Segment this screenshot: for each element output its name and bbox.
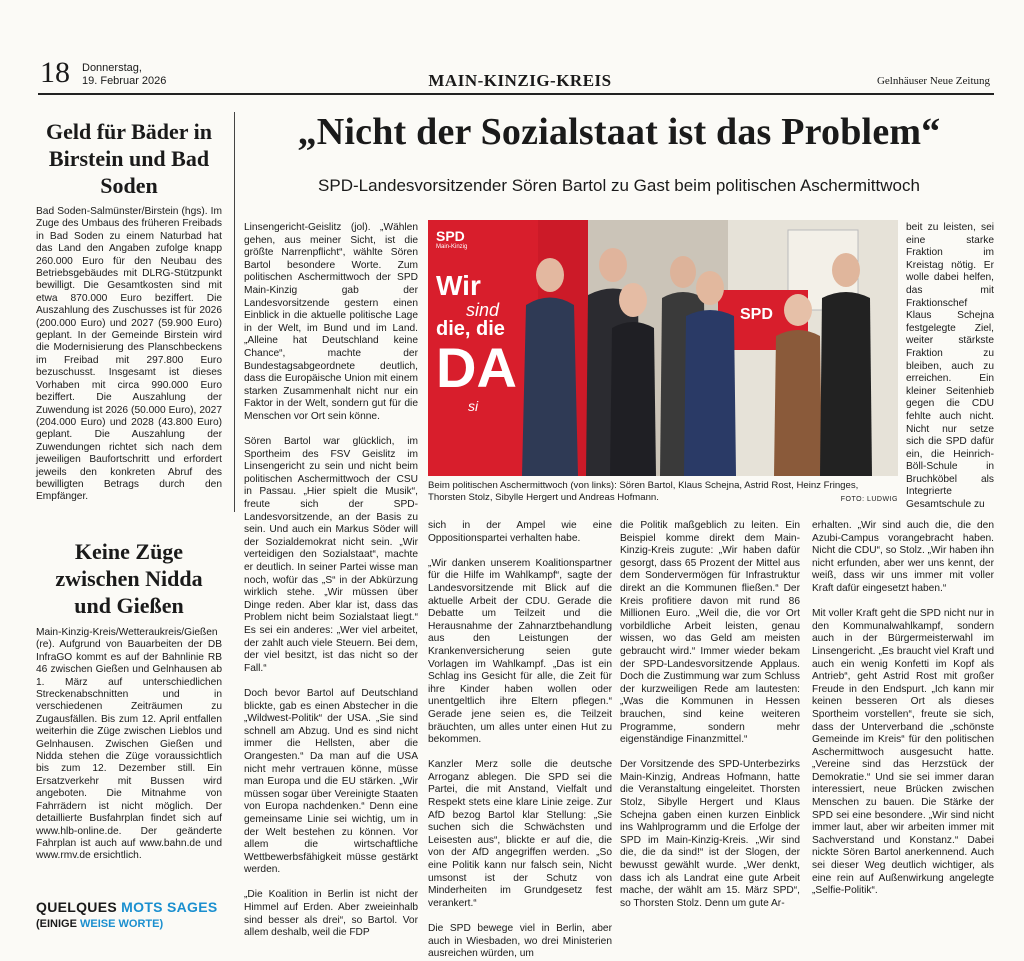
sidebar-headline-baeder: Geld für Bäder in Birstein und Bad Soden (45, 119, 213, 198)
banner-text-die: die, die (436, 318, 505, 340)
main-subheadline: SPD-Landesvorsitzender Sören Bartol zu Gast beim politischen Aschermittwoch (318, 176, 920, 195)
quote-box-title-a: QUELQUES (36, 899, 117, 915)
page-number: 18 (40, 56, 70, 89)
issue-date (82, 62, 166, 88)
banner-text-sind: sind (466, 300, 500, 320)
article-column-4-bottom: erhalten. „Wir sind auch die, die den Azubi-Campus vorangebracht haben. Nicht die CDU“, so Stolz. „Wir haben ihn nicht erfunden, aber wer uns kennt, der weiß, dass wir uns immer mit voller Kraft dafür eingesetzt haben.“ Mit voller Kraft geht die SPD nicht nur in den Kommunalwahlkampf, sondern auch in der Bürgermeisterwahl im Linsengericht. „Es braucht viel Kraft und auch ein wenig Konfetti im Kopf als Antrieb“, geht Astrid Rost mit großer Freude in den Endspurt. „Ich kann mir keinen besseren Ort als dieses Sportheim vorstellen“, freute sie sich, dass der Unterverband die „schönste Gemeinde im Kreis“ für den politischen Aschermittwoch ausgesucht hatte. „Vereine sind das Herzstück der Demokratie.“ Und sie sei immer daran interessiert, neue Brücken zwischen Menschen zu bauen. Die Stärke der SPD sei eine besondere. „Wir sind nicht immer laut, aber wir arbeiten immer mit Sachverstand und Konstanz.“ Dabei nickte Sören Bartol anerkennend. Auch sei dieser Weg deutlich wichtiger, als eine rein auf Außenwirkung angelegte „Selfie-Politik“. (812, 520, 994, 897)
article-column-4-top: beit zu leisten, sei eine starke Fraktion im Kreistag nötig. Er wolle dabei helfen, das mit Fraktionschef Klaus Schejna festgelegte Ziel, weiter stärkste Fraktion zu bleiben, auch zu erreichen. Ein kleiner Seitenhieb gegen die CDU fehlte auch nicht. Nicht nur setze sich die SPD dafür ein, die Heinrich-Böll-Schule in Bruchköbel als Integrierte Gesamtschule zu (906, 222, 994, 511)
quote-box-sub-b: WEISE WORTE) (80, 918, 164, 930)
banner-spd-logo: SPD (436, 228, 465, 244)
quote-box-subtitle (36, 918, 163, 931)
article-column-3: die Politik maßgeblich zu leiten. Ein Beispiel komme direkt dem Main-Kinzig-Kreis zugute: „Wir haben dafür gesorgt, dass 65 Prozent der Mittel aus dem Sondervermögen für Infrastruktur direkt an die Kommunen fließen.“ Der Kreis profitiere davon mit rund 86 Millionen Euro. „Weil die, die vor Ort vorbildliche Arbeit leisten, genau wissen, wo das Geld am meisten gebraucht wird.“ Immer wieder bekam der SPD-Landesvorsitzende Applaus. Doch die Zustimmung war zum Schluss der kurzweiligen Rede am lautesten: „Was die Kommunen in Hessen brauchen, sind keine weiteren Programme, sondern mehr eigenständige Finanzmittel.“ Der Vorsitzende des SPD-Unterbezirks Main-Kinzig, Andreas Hofmann, hatte die Veranstaltung eingeleitet. Thorsten Stolz, Sibylle Hergert und Klaus Schejna gaben einen kurzen Einblick ins Wahlprogramm und die Erfolge der SPD im Main-Kinzig-Kreis. „Wir sind die, die da sind!“ ist der Slogen, der bewusst gewählt wurde. „Wer denkt, dass ich als Landrat eine gute Arbeit mache, der wählt am 15. März SPD“, so Thorsten Stolz. Denn um gute Ar- (620, 520, 800, 909)
section-title: MAIN-KINZIG-KREIS (428, 71, 612, 90)
header-rule (38, 93, 994, 95)
column-divider (234, 112, 235, 512)
sidebar-article-baeder: Bad Soden-Salmünster/Birstein (hgs). Im Zuge des Umbaus des früheren Freibads in Bad Soden zu einem Naturbad hat das Land den Angaben zufolge knapp 260.000 Euro für den Neubau des Betriebsgebäudes mit DLRG-Stützpunkt bewilligt. Die Gesamtkosten sind mit etwa 870.000 Euro beziffert. Die Auszahlung des Zuschusses ist für 2026 (200.000 Euro) und 2027 (59.900 Euro) geplant. In der Gemeinde Birstein wird die Modernisierung des Planschbeckens im Freibad mit 297.800 Euro bezuschusst. Insgesamt ist dieses Vorhaben mit circa 990.000 Euro beziffert. Die Auszahlung der Zuwendung ist 2026 (50.000 Euro), 2027 (204.000 Euro) und 2028 (43.800 Euro) geplant. Die Auszahlung der Zuwendungen richtet sich nach dem jeweiligen Baufortschritt und erfordert jeweils den konkreten Abruf des bewilligten Betrags durch den Empfänger. (36, 206, 222, 503)
banner-spd-right: SPD (740, 306, 773, 323)
banner-text-si: si (468, 398, 479, 414)
issue-day: Donnerstag, (82, 62, 142, 74)
sidebar-headline-zuege: Keine Züge zwischen Nidda und Gießen (55, 539, 203, 618)
photo-caption-text: Beim politischen Aschermittwoch (von links): Sören Bartol, Klaus Schejna, Astrid Rost, Heinz Fringes, Thorsten Stolz, Sibylle Hergert und Andreas Hofmann. (428, 480, 859, 503)
main-headline: „Nicht der Sozialstaat ist das Problem“ (297, 111, 941, 153)
banner-text-da: DA (436, 336, 517, 399)
photo-credit: FOTO: LUDWIG (840, 496, 898, 503)
banner-text-wir: Wir (436, 270, 481, 301)
quote-box-title (36, 899, 218, 915)
sidebar-article-zuege: Main-Kinzig-Kreis/Wetteraukreis/Gießen (re). Aufgrund von Bauarbeiten der DB InfraGO kommt es auf der Bahnlinie RB 46 zwischen Gießen und Gelnhausen ab 1. März auf unterschiedlichen Streckenabschnitten und in verschiedenen Zeiträumen zu Zugausfällen. Bis zum 12. April entfallen weiterhin die Züge zwischen Lieblos und Gelnhausen. Zwischen Gießen und Nidda stehen die Züge voraussichtlich bis zum 12. Dezember still. Ein Ersatzverkehr mit Bussen wird angeboten. Die Mitnahme von Fahrrädern ist nicht möglich. Der detaillierte Busfahrplan findet sich auf www.hlb-online.de. Der geänderte Fahrplan ist auch auf www.bahn.de und www.rmv.de ersichtlich. (36, 627, 222, 862)
article-column-1: Linsengericht-Geislitz (jol). „Wählen gehen, aus meiner Sicht, ist die größte Narrenpflicht“, wählte Sören Bartol besondere Worte. Zum politischen Aschermittwoch der SPD Main-Kinzig gab der Landesvorsitzende gestern einen Einblick in die aktuelle politische Lage in der Welt, im Bund und im Land. „Alleine hat Deutschland keine Chance“, machte der Bundestagsabgeordnete deutlich, dass die Europäische Union mit einem starken Zusammenhalt nicht nur ein Faktor in der Welt, sondern gut für die Menschen vor Ort sein könne. Sören Bartol war glücklich, im Sportheim des FSV Geislitz im Linsengericht zu sein und nicht beim politischen Aschermittwoch der CSU in Passau. „Hier spielt die Musik“, freute sich der SPD-Landesvorsitzende, an der Basis zu sein. Und auch ein Markus Söder will der Sozialdemokrat nicht sein. „Wir verteidigen den Sozialstaat“, machte er deutlich. In seiner Partei wisse man noch, wofür das „S“ in der Abkürzung wirklich stehe. „Wir müssen über Dinge reden. Aber klar ist, dass das Problem nicht beim Sozialstaat liegt.“ Es sei ein anderes: „Wer viel arbeitet, der zahlt auch viele Steuern. Bei dem, der viel besitzt, ist das nicht so der Fall.“ Doch bevor Bartol auf Deutschland blickte, gab es einen Abstecher in die „Wildwest-Politik“ der USA. „Sie sind schnell am Abzug. Und es sind nicht immer die Hellsten, aber die Orangesten.“ Da man auf die USA nicht mehr vertrauen könne, müsse man Europa und die EU stärken. „Wir müssen sogar über Vereinigte Staaten von Europa nachdenken.“ Denn eine gemeinsame Linie sei wichtig, um in der Welt bestehen zu können. Vor allem die wirtschaftliche Wettbewerbsfähigkeit müsse gestärkt werden. „Die Koalition in Berlin ist nicht der Himmel auf Erden. Aber zweieinhalb sind besser als drei“, so Bartol. Vor allem deshalb, weil die FDP (244, 222, 418, 939)
article-column-2: sich in der Ampel wie eine Oppositionspartei verhalten habe. „Wir danken unserem Koalitionspartner für die Hilfe im Wahlkampf“, sagte der Landesvorsitzende mit Blick auf die aktuelle Arbeit der CDU. Gerade die Debatte um Teilzeit und die Herausnahme der Zahnarztbehandlung aus den Leistungen der Krankenversicherung seien gute Vorlagen im Wahlkampf. „Das ist ein Schlag ins Gesicht für alle, die Zeit für ihre Kinder haben wollen oder unentgeltlich ihre Eltern pflegen.“ Gerade jene seien es, die Teilzeit bräuchten, um alles unter einen Hut zu bekommen. Kanzler Merz solle die deutsche Arroganz ablegen. Die SPD sei die Partei, die mit Anstand, Vielfalt und Respekt stets eine klare Linie zeige. Zur AfD bezog Bartol klar Stellung: „Sie suchen sich die Schwächsten und Leisesten aus“, blickte er auf die, die von der AfD angegriffen werden. „So eine Politik kann nur falsch sein, Nicht umsonst ist der Schutz von Minderheiten im Grundgesetz fest verankert.“ Die SPD bewege viel in Berlin, aber auch in Wiesbaden, wo drei Ministerien ausreichen würden, um (428, 520, 612, 960)
photo-caption (428, 480, 898, 506)
banner-spd-sub: Main-Kinzig (436, 244, 468, 250)
event-photo (428, 220, 898, 476)
quote-box-sub-a: (EINIGE (36, 918, 77, 930)
issue-date-value: 19. Februar 2026 (82, 75, 167, 87)
quote-box-title-b: MOTS SAGES (121, 899, 218, 915)
newspaper-name: Gelnhäuser Neue Zeitung (876, 75, 990, 87)
